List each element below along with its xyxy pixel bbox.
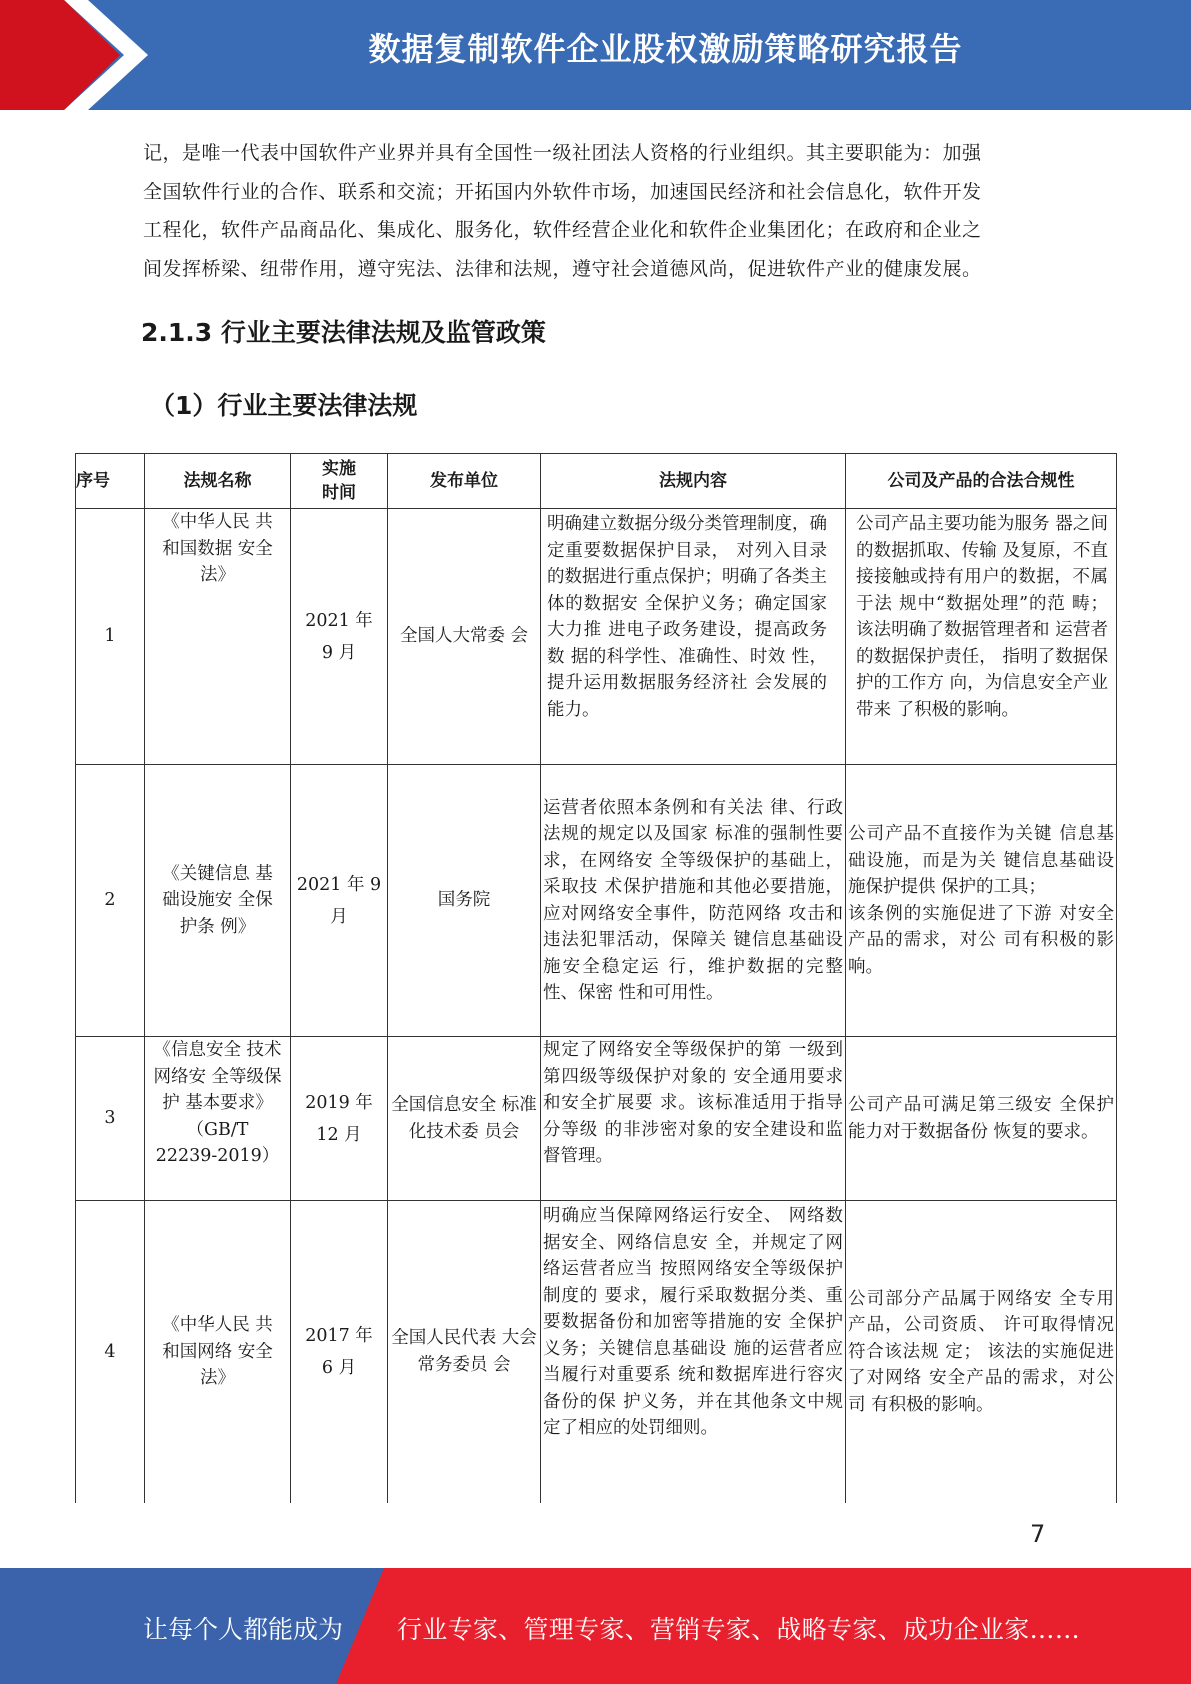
laws-table (75, 453, 1117, 1503)
row-content: 运营者依照本条例和有关法 律、行政法规的规定以及国家 标准的强制性要求，在网络安 全等级保护的基础上，采取技 术保护措施和其他必要措施， 应对网络安全事件，防范网络 攻击和违法犯罪活动，保障关 键信息基础设施安全稳定运 行，维护数据的完整性、保密 性和可用性。 (541, 765, 846, 1037)
intro-line: 工程化，软件产品商品化、集成化、服务化，软件经营企业化和软件企业集团化；在政府和企业之 (143, 219, 982, 241)
row-law-name: 《中华人民 共和国网络 安全法》 (145, 1201, 291, 1503)
report-title: 数据复制软件企业股权激励策略研究报告 (368, 30, 963, 68)
row-content: 规定了网络安全等级保护的第 一级到第四级等级保护对象的 安全通用要求和安全扩展要 求。该标准适用于指导分等级 的非涉密对象的安全建设和监 督管理。 (541, 1037, 846, 1201)
header-chevron-decoration (64, 0, 148, 110)
row-law-name: 《关键信息 基础设施安 全保护条 例》 (145, 765, 291, 1037)
subsection-heading: （1）行业主要法律法规 (150, 391, 418, 420)
row-law-name (145, 1037, 291, 1201)
header-compliance: 公司及产品的合法合规性 (846, 454, 1117, 509)
table-row (76, 1037, 1117, 1201)
page-header (0, 0, 1191, 110)
table-row (76, 509, 1117, 765)
intro-line: 记，是唯一代表中国软件产业界并具有全国性一级社团法人资格的行业组织。其主要职能为：加强 (143, 142, 982, 164)
page-footer (0, 1568, 1191, 1684)
row-no: 3 (76, 1037, 145, 1201)
footer-slogan-left: 让每个人都能成为 (143, 1615, 344, 1644)
row-compliance: 公司产品不直接作为关键 信息基础设施，而是为关 键信息基础设施保护提供 保护的工具； 该条例的实施促进了下游 对安全产品的需求，对公 司有积极的影响。 (846, 765, 1117, 1037)
intro-paragraph (143, 134, 1053, 288)
table-row (76, 1201, 1117, 1503)
row-content: 明确建立数据分级分类管理制度，确定重要数据保护目录， 对列入目录的数据进行重点保护；明确了各类主体的数据安 全保护义务；确定国家大力推 进电子政务建设，提高政务数 据的科学性、准确性、时效 性，提升运用数据服务经济社 会发展的能力。 (541, 509, 846, 765)
row-issuer: 全国人民代表 大会常务委员 会 (388, 1201, 541, 1503)
intro-line: 全国软件行业的合作、联系和交流；开拓国内外软件市场，加速国民经济和社会信息化，软件开发 (143, 180, 982, 203)
row-issuer: 全国信息安全 标准化技术委 员会 (388, 1037, 541, 1201)
header-no: 序号 (76, 454, 145, 509)
table-header-row (76, 454, 1117, 509)
row-law-name: 《中华人民 共和国数据 安全法》 (145, 509, 291, 765)
header-red-block (0, 0, 70, 110)
row-compliance: 公司部分产品属于网络安 全专用产品，公司资质、 许可取得情况符合该法规 定； 该法的实施促进了对网络 安全产品的需求，对公司 有积极的影响。 (846, 1201, 1117, 1503)
row-date: 2021 年 9 月 (291, 509, 388, 765)
footer-slogan-right: 行业专家、管理专家、营销专家、战略专家、成功企业家…… (397, 1615, 1081, 1644)
row-no: 4 (76, 1201, 145, 1503)
row-date: 2019 年 12 月 (291, 1037, 388, 1201)
footer-blue-diagonal (336, 1568, 384, 1684)
row-compliance: 公司产品可满足第三级安 全保护能力对于数据备份 恢复的要求。 (846, 1037, 1117, 1201)
table-row (76, 765, 1117, 1037)
intro-line: 间发挥桥梁、纽带作用，遵守宪法、法律和法规，遵守社会道德风尚，促进软件产业的健康发展。 (143, 257, 982, 280)
page-number: 7 (1030, 1520, 1046, 1548)
header-name: 法规名称 (145, 454, 291, 509)
header-content: 法规内容 (541, 454, 846, 509)
header-date: 实施 时间 (291, 454, 388, 509)
header-issuer: 发布单位 (388, 454, 541, 509)
row-law-name-text: 《信息安全 技术网络安 全等级保护 基本要求》 （GB/T 22239-2019） (153, 1040, 282, 1166)
row-issuer: 国务院 (388, 765, 541, 1037)
row-issuer: 全国人大常委 会 (388, 509, 541, 765)
row-no: 1 (76, 509, 145, 765)
row-compliance: 公司产品主要功能为服务 器之间的数据抓取、传输 及复原，不直接接触或持有用户的数据，不属于法 规中“数据处理”的范 畴； 该法明确了数据管理者和 运营者的数据保护责任， 指明了数据保护的工作方 向，为信息安全产业带来 了积极的影响。 (846, 509, 1117, 765)
row-no: 2 (76, 765, 145, 1037)
section-heading: 2.1.3 行业主要法律法规及监管政策 (141, 318, 546, 347)
row-date: 2021 年 9 月 (291, 765, 388, 1037)
row-date: 2017 年 6 月 (291, 1201, 388, 1503)
row-content: 明确应当保障网络运行安全、 网络数据安全、网络信息安 全，并规定了网络运营者应当 按照网络安全等级保护制度的 要求，履行采取数据分类、重 要数据备份和加密等措施的安 全保护义务；关键信息基础设 施的运营者应当履行对重要系 统和数据库进行容灾备份的保 护义务，并在其他条文中规定了相应的处罚细则。 (541, 1201, 846, 1503)
